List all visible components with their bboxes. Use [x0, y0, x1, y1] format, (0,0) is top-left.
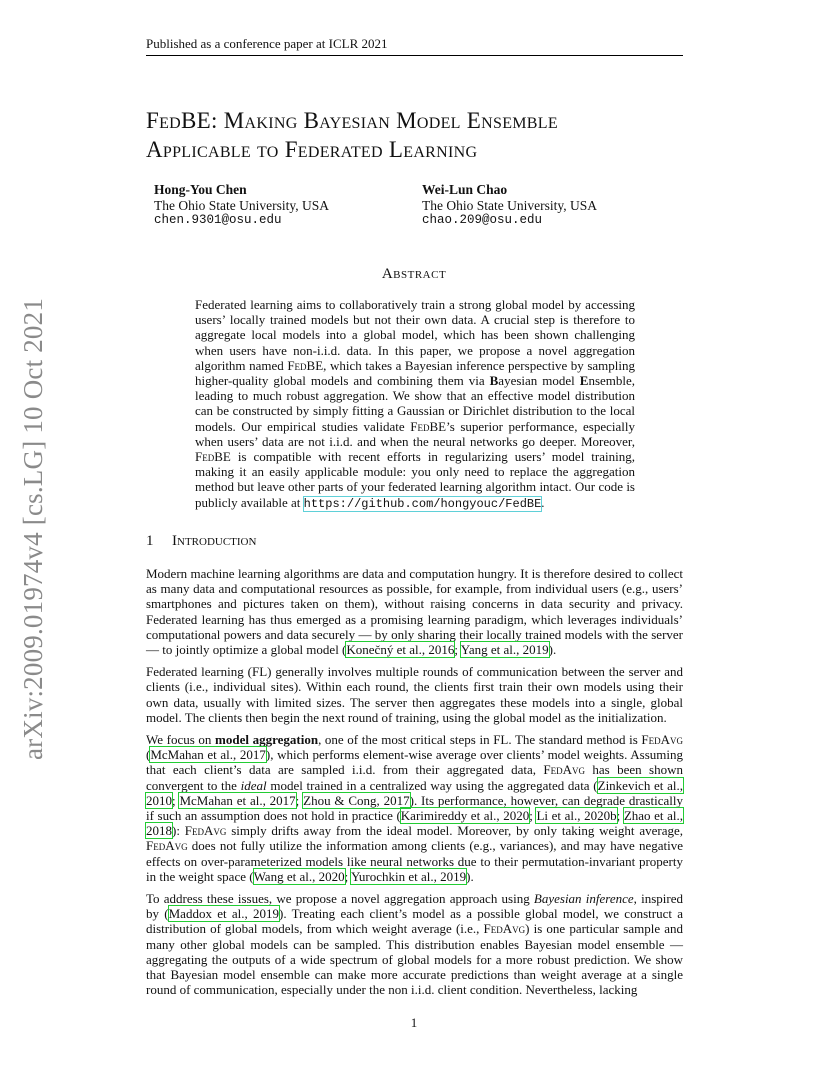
author-name: Hong-You Chen — [154, 182, 247, 197]
paper-title — [146, 106, 706, 164]
author-1 — [154, 182, 329, 229]
section-number: 1 — [146, 533, 154, 549]
citation-link[interactable]: McMahan et al., 2017 — [179, 792, 296, 808]
citation-link[interactable]: Zhou & Cong, 2017 — [303, 792, 410, 808]
author-email: chen.9301@osu.edu — [154, 213, 282, 227]
abstract-body — [195, 297, 635, 512]
citation-link[interactable]: Konečný et al., 2016 — [346, 642, 455, 658]
author-email: chao.209@osu.edu — [422, 213, 543, 227]
bold-letter: E — [579, 373, 589, 389]
text: ). Its performance, however, can degrade drastically if such an assumption does not hold in practice ( — [146, 792, 683, 824]
abstract-text: ’s superior performance, especially when users’ data are not i.i.d. and when the neural networks go deeper. Moreover, — [195, 418, 635, 449]
abstract-text: nsemble, leading to much robust aggregation. We show that an effective model distribution can be constructed by simply fitting a Gaussian or Dirichlet distribution to the local models. Our empirical studies validate — [195, 373, 636, 434]
arxiv-identifier-sidebar: arXiv:2009.01974v4 [cs.LG] 10 Oct 2021 — [18, 297, 48, 760]
citation-link[interactable]: Zinkevich et al., 2010 — [146, 777, 684, 808]
bold-term: model aggregation — [215, 732, 319, 748]
text: does not fully utilize the information among clients (e.g., variances), and may have negative effects on over-parameterized models like neural networks due to their permutation-invariant property in the weight space ( — [146, 838, 683, 884]
text: model trained in a centralized way using the aggregated data ( — [266, 777, 598, 793]
italic-term: Bayesian inference — [533, 891, 634, 907]
text: ). — [466, 868, 474, 884]
text: ; — [454, 642, 461, 658]
running-header: Published as a conference paper at ICLR 2021 — [146, 36, 388, 51]
citation-link[interactable]: Li et al., 2020b — [536, 808, 617, 824]
text: Modern machine learning algorithms are data and computation hungry. It is therefore desired to collect as many data and computational resources as possible, for example, from individual users (e.g., users’ smartphones and pictures taken on them), without raising concerns in data security and privacy. Federated learning has thus emerged as a promising learning paradigm, which leverages individuals’ computational powers and data securely — by only sharing their locally trained models with the server — to jointly optimize a global model ( — [146, 566, 683, 658]
text: simply drifts away from the ideal model. Moreover, by only taking weight average, — [226, 823, 683, 839]
method-name: FedAvg — [543, 762, 586, 778]
method-name: FedAvg — [146, 838, 188, 854]
citation-link[interactable]: Yang et al., 2019 — [460, 642, 549, 658]
abstract-text: Federated learning aims to collaboratively train a strong global model by accessing users’ locally trained models but not their own data. A crucial step is therefore to aggregate local models into a global model, which has been shown challenging when users have non-i.i.d. data. In this paper, we propose a novel aggregation algorithm named — [195, 297, 635, 373]
introduction-body — [146, 566, 683, 1004]
title-line-1: FedBE: Making Bayesian Model Ensemble — [146, 108, 558, 133]
text: ), which performs element-wise average over clients’ model weights. Assuming that each client’s data are sampled i.i.d. from their aggregated data, — [146, 747, 683, 778]
code-url-link[interactable]: https://github.com/hongyouc/FedBE — [303, 496, 542, 511]
text: ; — [295, 792, 304, 808]
author-2 — [422, 182, 597, 229]
text: , inspired by ( — [146, 891, 683, 922]
citation-link[interactable]: Yurochkin et al., 2019 — [350, 868, 467, 884]
abstract-text: is compatible with recent efforts in regularizing users’ model training, making it an easily applicable module: you only need to replace the aggregation method but leave other parts of your federated learning algorithm intact. Our code is publicly available at — [195, 449, 635, 510]
author-affiliation: The Ohio State University, USA — [422, 197, 597, 213]
paragraph — [146, 891, 683, 997]
method-name: FedAvg — [641, 732, 683, 748]
text: , one of the most critical steps in FL. The standard method is — [318, 732, 642, 748]
text: ). Treating each client’s model as a possible global model, we construct a distribution of global models, from which weight average (i.e., — [146, 906, 683, 937]
text: has been shown convergent to the — [146, 762, 683, 793]
text: ). — [548, 642, 557, 658]
text: ) is one particular sample and many other global models can be sampled. This distribution enables Bayesian model ensemble — aggregating the outputs of a wide spectrum of global models for a more robust prediction. We show that Bayesian model ensemble can make more accurate predictions than weight average at a single round of communication, especially under the non i.i.d. client condition. Nevertheless, lacking — [146, 921, 683, 998]
abstract-text: , which takes a Bayesian inference perspective by sampling higher-quality global models and combining them via — [195, 357, 636, 389]
abstract-text: ayesian model — [498, 373, 580, 389]
citation-link[interactable]: McMahan et al., 2017 — [150, 747, 266, 763]
citation-link[interactable]: Maddox et al., 2019 — [168, 906, 279, 922]
citation-link[interactable]: Zhao et al., 2018 — [146, 808, 683, 839]
text: ; — [616, 808, 624, 824]
page-number: 1 — [410, 1015, 418, 1030]
citation-link[interactable]: Karimireddy et al., 2020 — [400, 808, 530, 824]
author-affiliation: The Ohio State University, USA — [154, 197, 329, 213]
bold-letter: B — [489, 373, 499, 389]
abstract-heading: Abstract — [381, 266, 447, 282]
section-title: Introduction — [172, 533, 257, 549]
text: To address these issues, we propose a novel aggregation approach using — [146, 891, 534, 907]
method-name: FedAvg — [483, 921, 526, 937]
paragraph: Federated learning (FL) generally involves multiple rounds of communication between the server and clients (i.e., individual sites). Within each round, the clients first train their own models using their own data, usually with limited sizes. The server then aggregates these models into a single, global model. The clients then begin the next round of training, using the global model as the initialization. — [146, 664, 683, 725]
paragraph — [146, 732, 683, 884]
method-name: FedBE — [287, 357, 324, 373]
header-rule — [146, 55, 683, 56]
text: ): — [172, 823, 185, 839]
text: ( — [146, 747, 151, 763]
author-name: Wei-Lun Chao — [422, 182, 508, 197]
paragraph — [146, 566, 683, 657]
section-heading — [146, 533, 256, 550]
citation-link[interactable]: Wang et al., 2020 — [253, 868, 345, 884]
text: We focus on — [146, 732, 216, 748]
text: ; — [344, 868, 351, 884]
abstract-text: . — [541, 494, 545, 510]
method-name: FedAvg — [184, 823, 227, 839]
method-name: FedBE — [195, 449, 231, 465]
text: ; — [529, 808, 537, 824]
text: ; — [172, 792, 180, 808]
title-line-2: Applicable to Federated Learning — [146, 137, 478, 162]
italic-term: ideal — [240, 777, 267, 793]
method-name: FedBE — [410, 418, 447, 434]
